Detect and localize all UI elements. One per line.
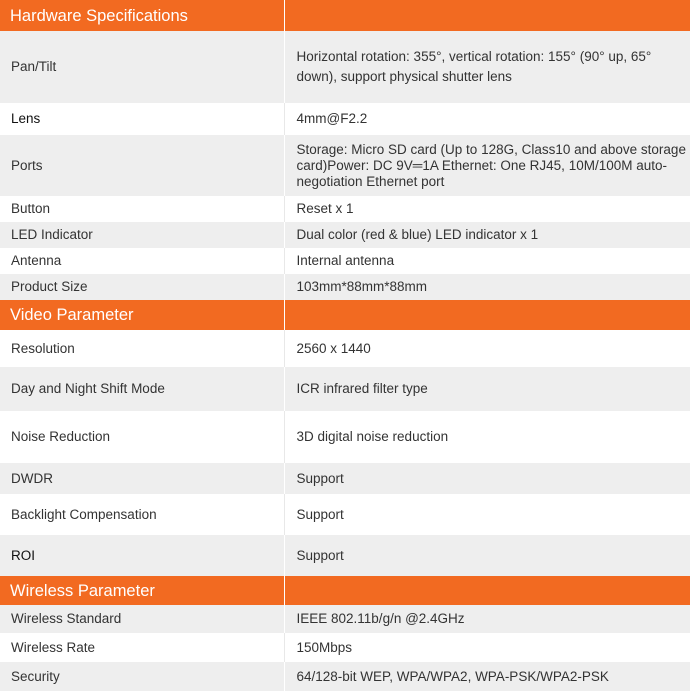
section-title-hardware: Hardware Specifications	[0, 0, 284, 31]
spec-value: ICR infrared filter type	[284, 367, 690, 411]
spec-row-security	[0, 662, 690, 691]
spec-value: 150Mbps	[284, 633, 690, 662]
spec-row-wireless-rate	[0, 633, 690, 662]
spec-value: 64/128-bit WEP, WPA/WPA2, WPA-PSK/WPA2-PSK	[284, 662, 690, 691]
spec-key: Resolution	[0, 330, 284, 367]
spec-key: Wireless Standard	[0, 605, 284, 633]
spec-row-resolution	[0, 330, 690, 367]
spec-key: ROI	[0, 535, 284, 576]
section-title-wireless: Wireless Parameter	[0, 576, 284, 605]
section-header-hardware	[0, 0, 690, 31]
spec-value: Reset x 1	[284, 196, 690, 222]
spec-key: Button	[0, 196, 284, 222]
spec-row-lens	[0, 103, 690, 135]
spec-value: Storage: Micro SD card (Up to 128G, Class10 and above storage card)Power: DC 9V═​1A Ethernet: One RJ45, 10M/100M auto-negotiation Ethernet port	[284, 135, 690, 196]
spec-row-roi	[0, 535, 690, 576]
spec-value: Internal antenna	[284, 248, 690, 274]
spec-value: 3D digital noise reduction	[284, 411, 690, 463]
spec-row-product-size	[0, 274, 690, 300]
spec-key: LED Indicator	[0, 222, 284, 248]
spec-value: IEEE 802.11b/g/n @2.4GHz	[284, 605, 690, 633]
spec-row-pan-tilt	[0, 31, 690, 103]
spec-key: Wireless Rate	[0, 633, 284, 662]
spec-key: Day and Night Shift Mode	[0, 367, 284, 411]
spec-key: Security	[0, 662, 284, 691]
spec-value: 4mm@F2.2	[284, 103, 690, 135]
spec-value: 2560 x 1440	[284, 330, 690, 367]
spec-key: Lens	[0, 103, 284, 135]
spec-key: Ports	[0, 135, 284, 196]
spec-row-day-night	[0, 367, 690, 411]
spec-value: 103mm*88mm*88mm	[284, 274, 690, 300]
spec-value: Support	[284, 535, 690, 576]
section-title-video: Video Parameter	[0, 300, 284, 330]
spec-row-backlight	[0, 494, 690, 535]
spec-row-button	[0, 196, 690, 222]
spec-row-antenna	[0, 248, 690, 274]
spec-row-noise-reduction	[0, 411, 690, 463]
spec-row-dwdr	[0, 463, 690, 494]
spec-key: Antenna	[0, 248, 284, 274]
spec-key: Pan/Tilt	[0, 31, 284, 103]
spec-row-ports	[0, 135, 690, 196]
section-header-video	[0, 300, 690, 330]
section-header-wireless	[0, 576, 690, 605]
spec-value: Dual color (red & blue) LED indicator x 1	[284, 222, 690, 248]
spec-value: Support	[284, 463, 690, 494]
spec-key: DWDR	[0, 463, 284, 494]
spec-key: Noise Reduction	[0, 411, 284, 463]
spec-value: Support	[284, 494, 690, 535]
spec-key: Backlight Compensation	[0, 494, 284, 535]
spec-row-wireless-standard	[0, 605, 690, 633]
spec-value: Horizontal rotation: 355°, vertical rotation: 155° (90° up, 65° down), support physical shutter lens	[284, 31, 690, 103]
spec-key: Product Size	[0, 274, 284, 300]
spec-row-led-indicator	[0, 222, 690, 248]
